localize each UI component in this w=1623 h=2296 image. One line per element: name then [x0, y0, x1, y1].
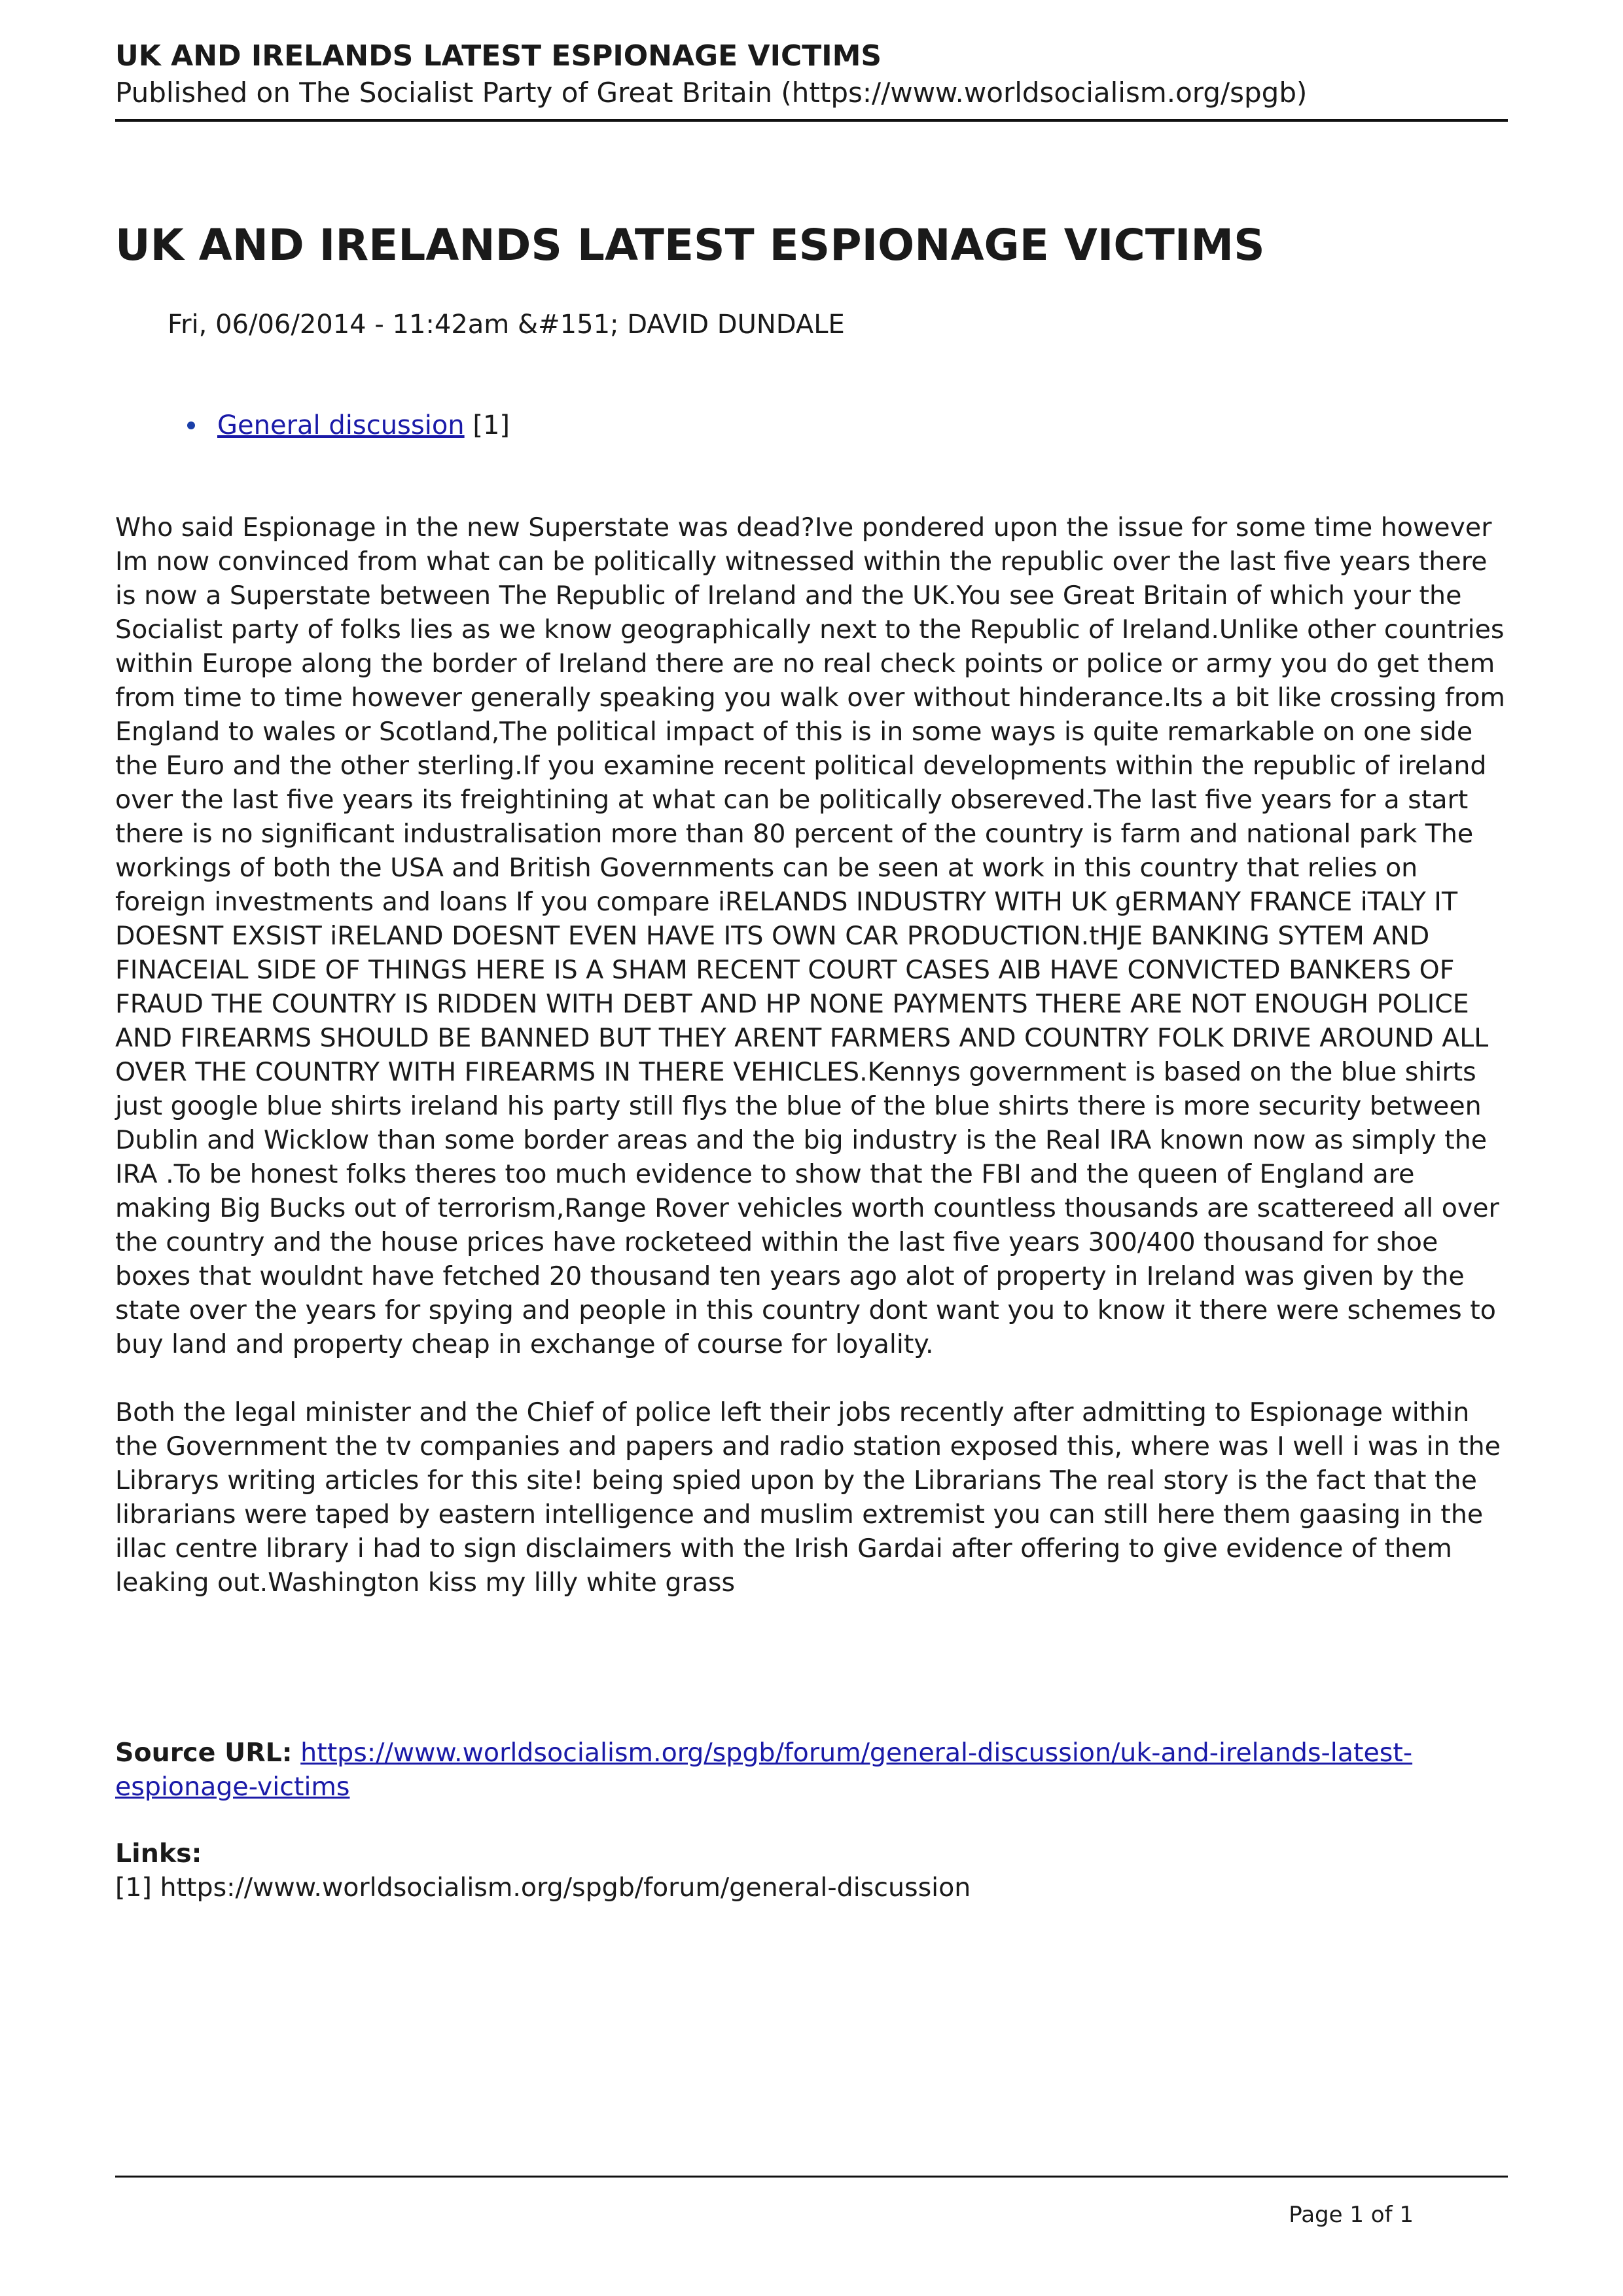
article-paragraph-1: Who said Espionage in the new Superstate was dead?Ive pondered upon the issue for some time however Im now convinced from what can be politically witnessed within the republic over the last five years there is now a Superstate between The Republic of Ireland and the UK.You see Great Britain of which your the Socialist party of folks lies as we know geographically next to the Republic of Ireland.Unlike other countries within Europe along the border of Ireland there are no real check points or police or army you do get them from time to time however generally speaking you walk over without hinderance.Its a bit like crossing from England to wales or Scotland,The political impact of this is in some ways is quite remarkable on one side the Euro and the other sterling.If you examine recent political developments within the republic of ireland over the last five years its freightining at what can be politically obsereved.The last five years for a start there is no significant industralisation more than 80 percent of the country is farm and national park The workings of both the USA and British Governments can be seen at work in this country that relies on foreign investments and loans If you compare iRELANDS INDUSTRY WITH UK gERMANY FRANCE iTALY IT DOESNT EXSIST iRELAND DOESNT EVEN HAVE ITS OWN CAR PRODUCTION.tHJE BANKING SYTEM AND FINACEIAL SIDE OF THINGS HERE IS A SHAM RECENT COURT CASES AIB HAVE CONVICTED BANKERS OF FRAUD THE COUNTRY IS RIDDEN WITH DEBT AND HP NONE PAYMENTS THERE ARE NOT ENOUGH POLICE AND FIREARMS SHOULD BE BANNED BUT THEY ARENT FARMERS AND COUNTRY FOLK DRIVE AROUND ALL OVER THE COUNTRY WITH FIREARMS IN THERE VEHICLES.Kennys government is based on the blue shirts just google blue shirts ireland his party still flys the blue of the blue shirts there is more security between Dublin and Wicklow than some border areas and the big industry is the Real IRA known now as simply the IRA .To be honest folks theres too much evidence to show that the FBI and the queen of England are making Big Bucks out of terrorism,Range Rover vehicles worth countless thousands are scattereed all over the country and the house prices have rocketeed within the last five years 300/400 thousand for shoe boxes that wouldnt have fetched 20 thousand ten years ago alot of property in Ireland was given by the state over the years for spying and people in this country dont want you to know it there were schemes to buy land and property cheap in exchange of course for loyality.	[115, 512, 1505, 1359]
article-body	[115, 511, 1508, 1634]
header-title: UK AND IRELANDS LATEST ESPIONAGE VICTIMS	[115, 39, 882, 73]
tag-list	[187, 407, 510, 444]
article-meta: Fri, 06/06/2014 - 11:42am &#151; DAVID DUNDALE	[168, 310, 845, 340]
source-url-link[interactable]: https://www.worldsocialism.org/spgb/forum/general-discussion/uk-and-irelands-latest-espionage-victims	[115, 1738, 1413, 1802]
page-number: Page 1 of 1	[1289, 2202, 1414, 2228]
tag-ref-number: [1]	[473, 410, 510, 440]
link-reference-1: [1] https://www.worldsocialism.org/spgb/forum/general-discussion	[115, 1873, 971, 1903]
article-paragraph-2: Both the legal minister and the Chief of police left their jobs recently after admitting to Espionage within the Government the tv companies and papers and radio station exposed this, where was I well i was in the Librarys writing articles for this site! being spied upon by the Librarians The real story is the fact that the librarians were taped by eastern intelligence and muslim extremist you can still here them gaasing in the illac centre library i had to sign disclaimers with the Irish Gardai after offering to give evidence of them leaking out.Washington kiss my lilly white grass	[115, 1397, 1501, 1598]
tag-link-general-discussion[interactable]: General discussion	[217, 410, 465, 440]
list-item	[187, 407, 510, 444]
links-label: Links:	[115, 1839, 202, 1869]
article-title: UK AND IRELANDS LATEST ESPIONAGE VICTIMS	[115, 220, 1265, 270]
tag-ref	[473, 410, 510, 440]
links-section	[115, 1837, 1508, 1905]
source-url-label: Source URL:	[115, 1738, 293, 1768]
document-page	[115, 0, 1508, 2296]
source-url-section	[115, 1736, 1508, 1804]
footer-divider	[115, 2176, 1508, 2178]
page-header	[115, 38, 1508, 122]
bullet-icon	[187, 422, 195, 429]
published-on-line: Published on The Socialist Party of Great Britain (https://www.worldsocialism.org/spgb)	[115, 77, 1308, 109]
